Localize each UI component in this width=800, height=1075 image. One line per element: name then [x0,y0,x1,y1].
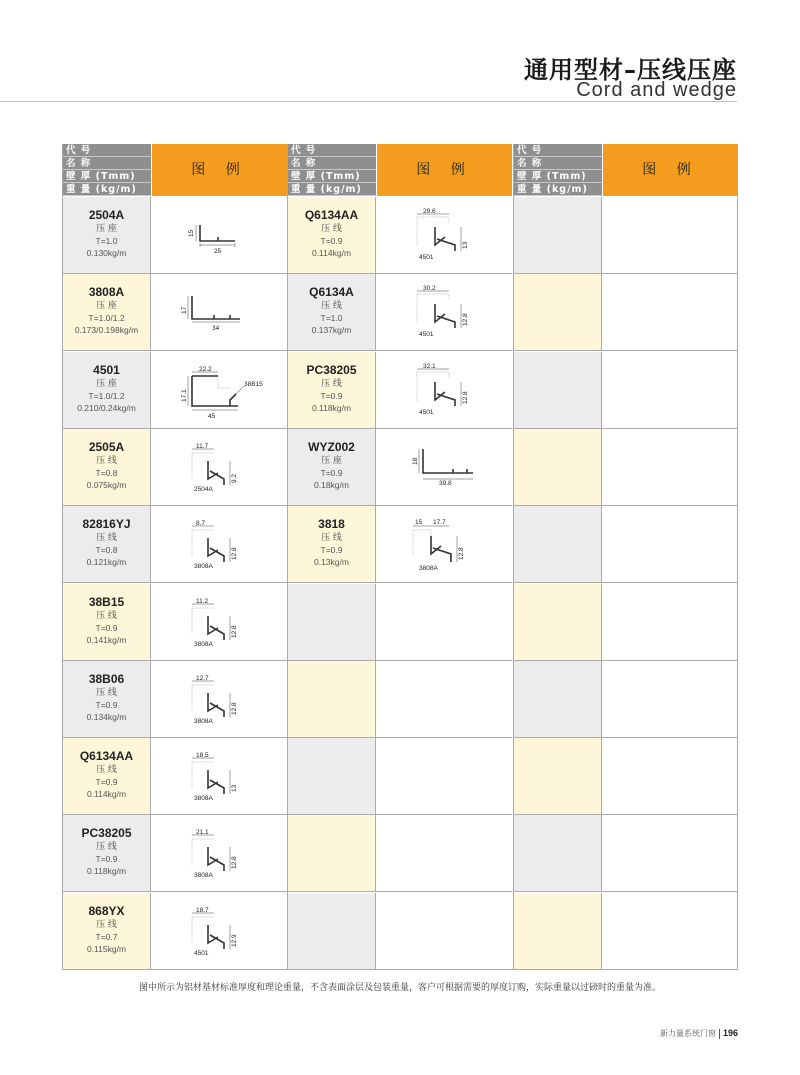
profile-drawing-cell [603,506,738,582]
page-footer [660,1028,738,1039]
dimension-label: 13 [462,241,469,249]
dimension-label: 12.8 [231,856,238,870]
table-row [63,352,287,429]
table-row [288,661,512,738]
dimension-label: 11.7 [196,442,209,450]
profile-info-cell [514,197,602,273]
profile-code: PC38205 [81,826,132,841]
dimension-label: 12.7 [196,674,209,682]
table-row [63,429,287,506]
profile-shape [423,449,473,473]
profile-drawing-cell [603,893,738,969]
table-header [514,144,738,196]
profile-drawing-cell [152,506,287,582]
weight: 0.118kg/m [86,866,127,877]
dimension-label: 17 [181,307,188,315]
thickness: T=0.9 [320,467,343,478]
weight: 0.173/0.198kg/m [74,325,139,336]
dimension-label: 3808A [194,563,213,571]
dimension-label: 3808A [194,795,213,803]
profile-name: 压 线 [321,224,342,234]
brand-name: 新力量系统门窗 [659,1029,716,1038]
profile-drawing-cell [603,429,738,505]
dimension-label: 4501 [419,331,434,339]
profile-info-cell [63,738,151,814]
header-label: 壁 厚 (Tmm) [63,170,151,183]
weight: 0.141kg/m [86,634,127,645]
profile-name: 压 线 [96,687,117,698]
table-row [514,661,738,738]
profile-info-cell [288,197,376,273]
dimension-label: 12.8 [231,624,238,638]
table-row [288,197,512,274]
profile-info-cell [514,738,602,814]
dimension-label: 45 [208,412,216,420]
dimension-label: 18.7 [196,906,209,914]
table-header [288,144,512,196]
weight: 0.130kg/m [86,248,127,258]
profile-drawing [152,506,287,582]
profile-name: 压 线 [96,533,117,544]
dimension-label: 25 [214,248,222,255]
reference-outline [192,762,214,788]
profile-code: 82816YJ [82,517,131,532]
profile-shape [208,847,224,871]
profile-drawing [152,893,287,969]
reference-outline [417,372,449,402]
profile-drawing-cell [152,274,287,350]
dimension-label: 4501 [419,254,434,261]
dimension-label: 4501 [194,949,209,957]
reference-outline [192,917,214,943]
weight: 0.18kg/m [314,479,349,490]
table-row [514,815,738,892]
profile-shape [200,225,235,241]
profile-drawing [377,274,512,350]
profile-drawing [152,429,287,505]
table-column [63,144,287,970]
profile-info-cell [63,661,151,737]
dimension-label: 12.8 [458,547,465,561]
profile-drawing-cell [377,815,512,891]
weight: 0.075kg/m [86,479,127,490]
dimension-label: 38B15 [244,380,263,388]
profile-drawing-cell [603,274,738,350]
profile-drawing-cell [603,738,738,814]
header-labels [63,144,151,196]
profile-drawing [152,738,287,814]
profile-drawing-cell [377,429,512,505]
profile-drawing-cell [603,815,738,891]
dimension-label: 13 [231,784,238,793]
profile-drawing-cell [603,197,738,273]
profile-info-cell [288,352,376,428]
table-row [63,274,287,351]
profile-code: 868YX [88,903,125,918]
profile-shape [192,376,238,406]
profile-name: 压 线 [321,301,342,312]
header-label: 名 称 [63,157,151,170]
profile-code: 2505A [88,439,125,454]
thickness: T=0.9 [95,854,118,865]
profile-info-cell [514,815,602,891]
profile-shape [192,296,240,319]
thickness: T=0.9 [95,622,118,633]
dimension-label: 2504A [194,485,213,493]
dimension-label: 32.1 [423,362,436,370]
header-label: 名 称 [514,157,602,170]
table-row [63,815,287,892]
profile-code: 38B06 [88,671,125,686]
profile-shape [208,925,224,949]
profile-drawing-cell [152,352,287,428]
dimension-label: 21.1 [196,829,209,837]
thickness: T=1.0/1.2 [88,390,125,401]
profile-info-cell [63,429,151,505]
table-row [63,506,287,583]
dimension-label: 4501 [419,408,434,416]
profile-drawing [377,352,512,428]
profile-code: PC38205 [306,362,357,377]
weight: 0.115kg/m [86,943,127,954]
profile-drawing-cell [603,352,738,428]
profile-shape [208,461,224,485]
profile-shape [431,536,451,562]
profile-table [62,144,738,970]
table-column [288,144,512,970]
table-row [288,429,512,506]
profile-shape [435,227,455,251]
profile-drawing-cell [152,584,287,660]
header-labels [514,144,602,196]
table-row [63,661,287,738]
thickness: T=1.0 [95,236,118,246]
profile-code: 3818 [318,517,345,532]
table-row [63,738,287,815]
table-row [514,893,738,970]
dimension-line [188,372,244,410]
table-row [288,738,512,815]
table-row [288,506,512,583]
header-label: 重 量 (kg/m) [514,183,602,196]
table-row [514,352,738,429]
thickness: T=0.9 [320,236,343,246]
table-header [63,144,287,196]
table-row [514,506,738,583]
dimension-label: 30.2 [423,285,436,293]
weight: 0.114kg/m [311,248,352,258]
profile-shape [208,616,224,640]
profile-info-cell [63,815,151,891]
dimension-label: 34 [212,325,220,333]
profile-info-cell [514,274,602,350]
profile-name: 压 线 [96,842,117,853]
thickness: T=0.9 [95,699,118,710]
thickness: T=0.8 [95,545,118,556]
header-label: 名 称 [288,157,376,170]
profile-drawing [152,197,287,273]
reference-outline [192,608,214,634]
table-row [288,815,512,892]
profile-code: Q6134A [309,285,354,300]
weight: 0.210/0.24kg/m [77,402,136,413]
table-row [288,584,512,661]
dimension-label: 12.8 [231,547,238,561]
reference-outline [192,839,214,865]
table-column [514,144,738,970]
profile-shape [208,538,224,562]
profile-shape [208,693,224,717]
profile-name: 压 线 [321,533,342,544]
profile-name: 压 线 [96,919,117,930]
table-row [288,352,512,429]
thickness: T=1.0/1.2 [88,313,125,324]
dimension-label: 12.8 [231,702,238,715]
table-row [288,893,512,970]
profile-drawing-cell [377,274,512,350]
profile-shape [435,382,455,406]
profile-info-cell [514,352,602,428]
weight: 0.13kg/m [314,557,349,568]
dimension-line [419,449,473,479]
table-row [514,738,738,815]
header-labels [288,144,376,196]
dimension-label: 29.6 [423,208,436,215]
profile-drawing-cell [152,197,287,273]
weight: 0.114kg/m [86,789,127,800]
profile-info-cell [63,274,151,350]
table-row [514,197,738,274]
reference-outline [417,294,449,324]
header-label: 壁 厚 (Tmm) [514,170,602,183]
profile-shape [435,304,455,328]
dimension-label: 3808A [194,872,213,880]
dimension-label: 15 [188,229,195,237]
profile-code: Q6134AA [304,208,359,222]
dimension-label: 12.8 [462,313,469,327]
profile-info-cell [288,661,376,737]
reference-outline [417,217,449,247]
table-row [63,584,287,661]
header-label: 重 量 (kg/m) [63,183,151,196]
thickness: T=0.7 [95,931,118,942]
profile-info-cell [63,893,151,969]
page-title-en: Cord and wedge [576,79,737,101]
profile-info-cell [514,429,602,505]
profile-code: 3808A [88,285,125,300]
table-row [63,197,287,274]
profile-name: 压 线 [321,378,342,389]
reference-outline [413,530,431,556]
profile-name: 压 座 [321,455,342,466]
table-row [514,429,738,506]
page-number: 196 [722,1028,738,1038]
dimension-label: 12.9 [231,934,238,947]
table-row [63,893,287,970]
weight: 0.118kg/m [311,402,352,413]
profile-drawing-cell [152,738,287,814]
dimension-label: 15 [415,519,423,527]
header-label: 代 号 [288,144,376,157]
dimension-label: 18 [412,457,419,465]
header-label: 重 量 (kg/m) [288,183,376,196]
profile-drawing [152,274,287,350]
profile-code: Q6134AA [79,749,134,764]
weight: 0.121kg/m [86,557,127,568]
profile-info-cell [288,506,376,582]
header-figure-label: 图 例 [603,144,738,196]
profile-info-cell [288,893,376,969]
dimension-label: 12.8 [462,390,469,404]
profile-info-cell [288,738,376,814]
profile-drawing [377,197,512,273]
table-row [514,584,738,661]
table-row [288,274,512,351]
profile-info-cell [514,584,602,660]
dimension-label: 3808A [194,717,213,725]
profile-info-cell [288,274,376,350]
dimension-label: 3808A [194,640,213,648]
thickness: T=0.9 [95,777,118,788]
profile-name: 压 座 [96,378,117,389]
column-separator [287,144,288,970]
thickness: T=0.9 [320,545,343,556]
profile-name: 压 线 [96,610,117,621]
profile-info-cell [63,352,151,428]
profile-drawing-cell [377,506,512,582]
thickness: T=0.8 [95,467,118,478]
profile-code: 38B15 [88,594,125,609]
profile-drawing [377,506,512,582]
profile-drawing-cell [377,197,512,273]
dimension-label: 17.1 [181,388,188,402]
header-figure-label: 图 例 [377,144,512,196]
profile-code: WYZ002 [308,439,355,454]
header-label: 代 号 [514,144,602,157]
dimension-label: 9.2 [231,473,238,483]
profile-drawing-cell [377,584,512,660]
profile-info-cell [514,893,602,969]
dimension-label: 11.2 [196,597,209,605]
profile-info-cell [288,584,376,660]
profile-drawing-cell [152,661,287,737]
header-figure-label: 图 例 [152,144,287,196]
profile-drawing-cell [603,584,738,660]
profile-drawing [152,584,287,660]
profile-info-cell [63,506,151,582]
reference-outline [192,685,214,711]
reference-outline [218,376,230,388]
profile-info-cell [63,584,151,660]
profile-drawing-cell [152,429,287,505]
profile-info-cell [514,661,602,737]
footnote: 图中所示为铝材基材标准厚度和理论重量，不含表面涂层及包装重量，客户可根据需要的厚度订购，实际重量以过磅时的重量为准。 [138,983,661,993]
profile-name: 压 座 [96,224,117,234]
profile-info-cell [63,197,151,273]
profile-drawing [377,429,512,505]
profile-drawing-cell [603,661,738,737]
profile-drawing-cell [377,738,512,814]
weight: 0.134kg/m [86,711,127,722]
profile-name: 压 座 [96,301,117,312]
profile-drawing-cell [377,661,512,737]
dimension-label: 22.2 [199,365,212,373]
dimension-label: 3808A [419,565,438,573]
dimension-label: 8.7 [196,520,206,528]
header-label: 代 号 [63,144,151,157]
column-separator [513,144,514,970]
profile-shape [208,770,224,794]
profile-name: 压 线 [96,765,117,776]
dimension-label: 17.7 [433,519,446,527]
profile-code: 2504A [88,208,125,222]
dimension-label: 18.5 [196,752,209,760]
profile-drawing-cell [152,815,287,891]
profile-name: 压 线 [96,455,117,466]
weight: 0.137kg/m [311,325,352,336]
profile-drawing [152,352,287,428]
profile-drawing [152,815,287,891]
header-label: 壁 厚 (Tmm) [288,170,376,183]
profile-code: 4501 [93,362,120,377]
profile-drawing-cell [377,352,512,428]
profile-drawing [152,661,287,737]
thickness: T=0.9 [320,390,343,401]
profile-drawing-cell [377,893,512,969]
profile-info-cell [514,506,602,582]
reference-outline [192,453,214,479]
page-title-cn: 通用型材–压线压座 [524,56,737,84]
thickness: T=1.0 [320,313,343,324]
title-divider [0,101,737,102]
profile-drawing-cell [152,893,287,969]
reference-outline [192,530,214,556]
dimension-line [196,225,235,247]
profile-info-cell [288,429,376,505]
profile-info-cell [288,815,376,891]
table-row [514,274,738,351]
dimension-label: 39.8 [439,479,452,487]
